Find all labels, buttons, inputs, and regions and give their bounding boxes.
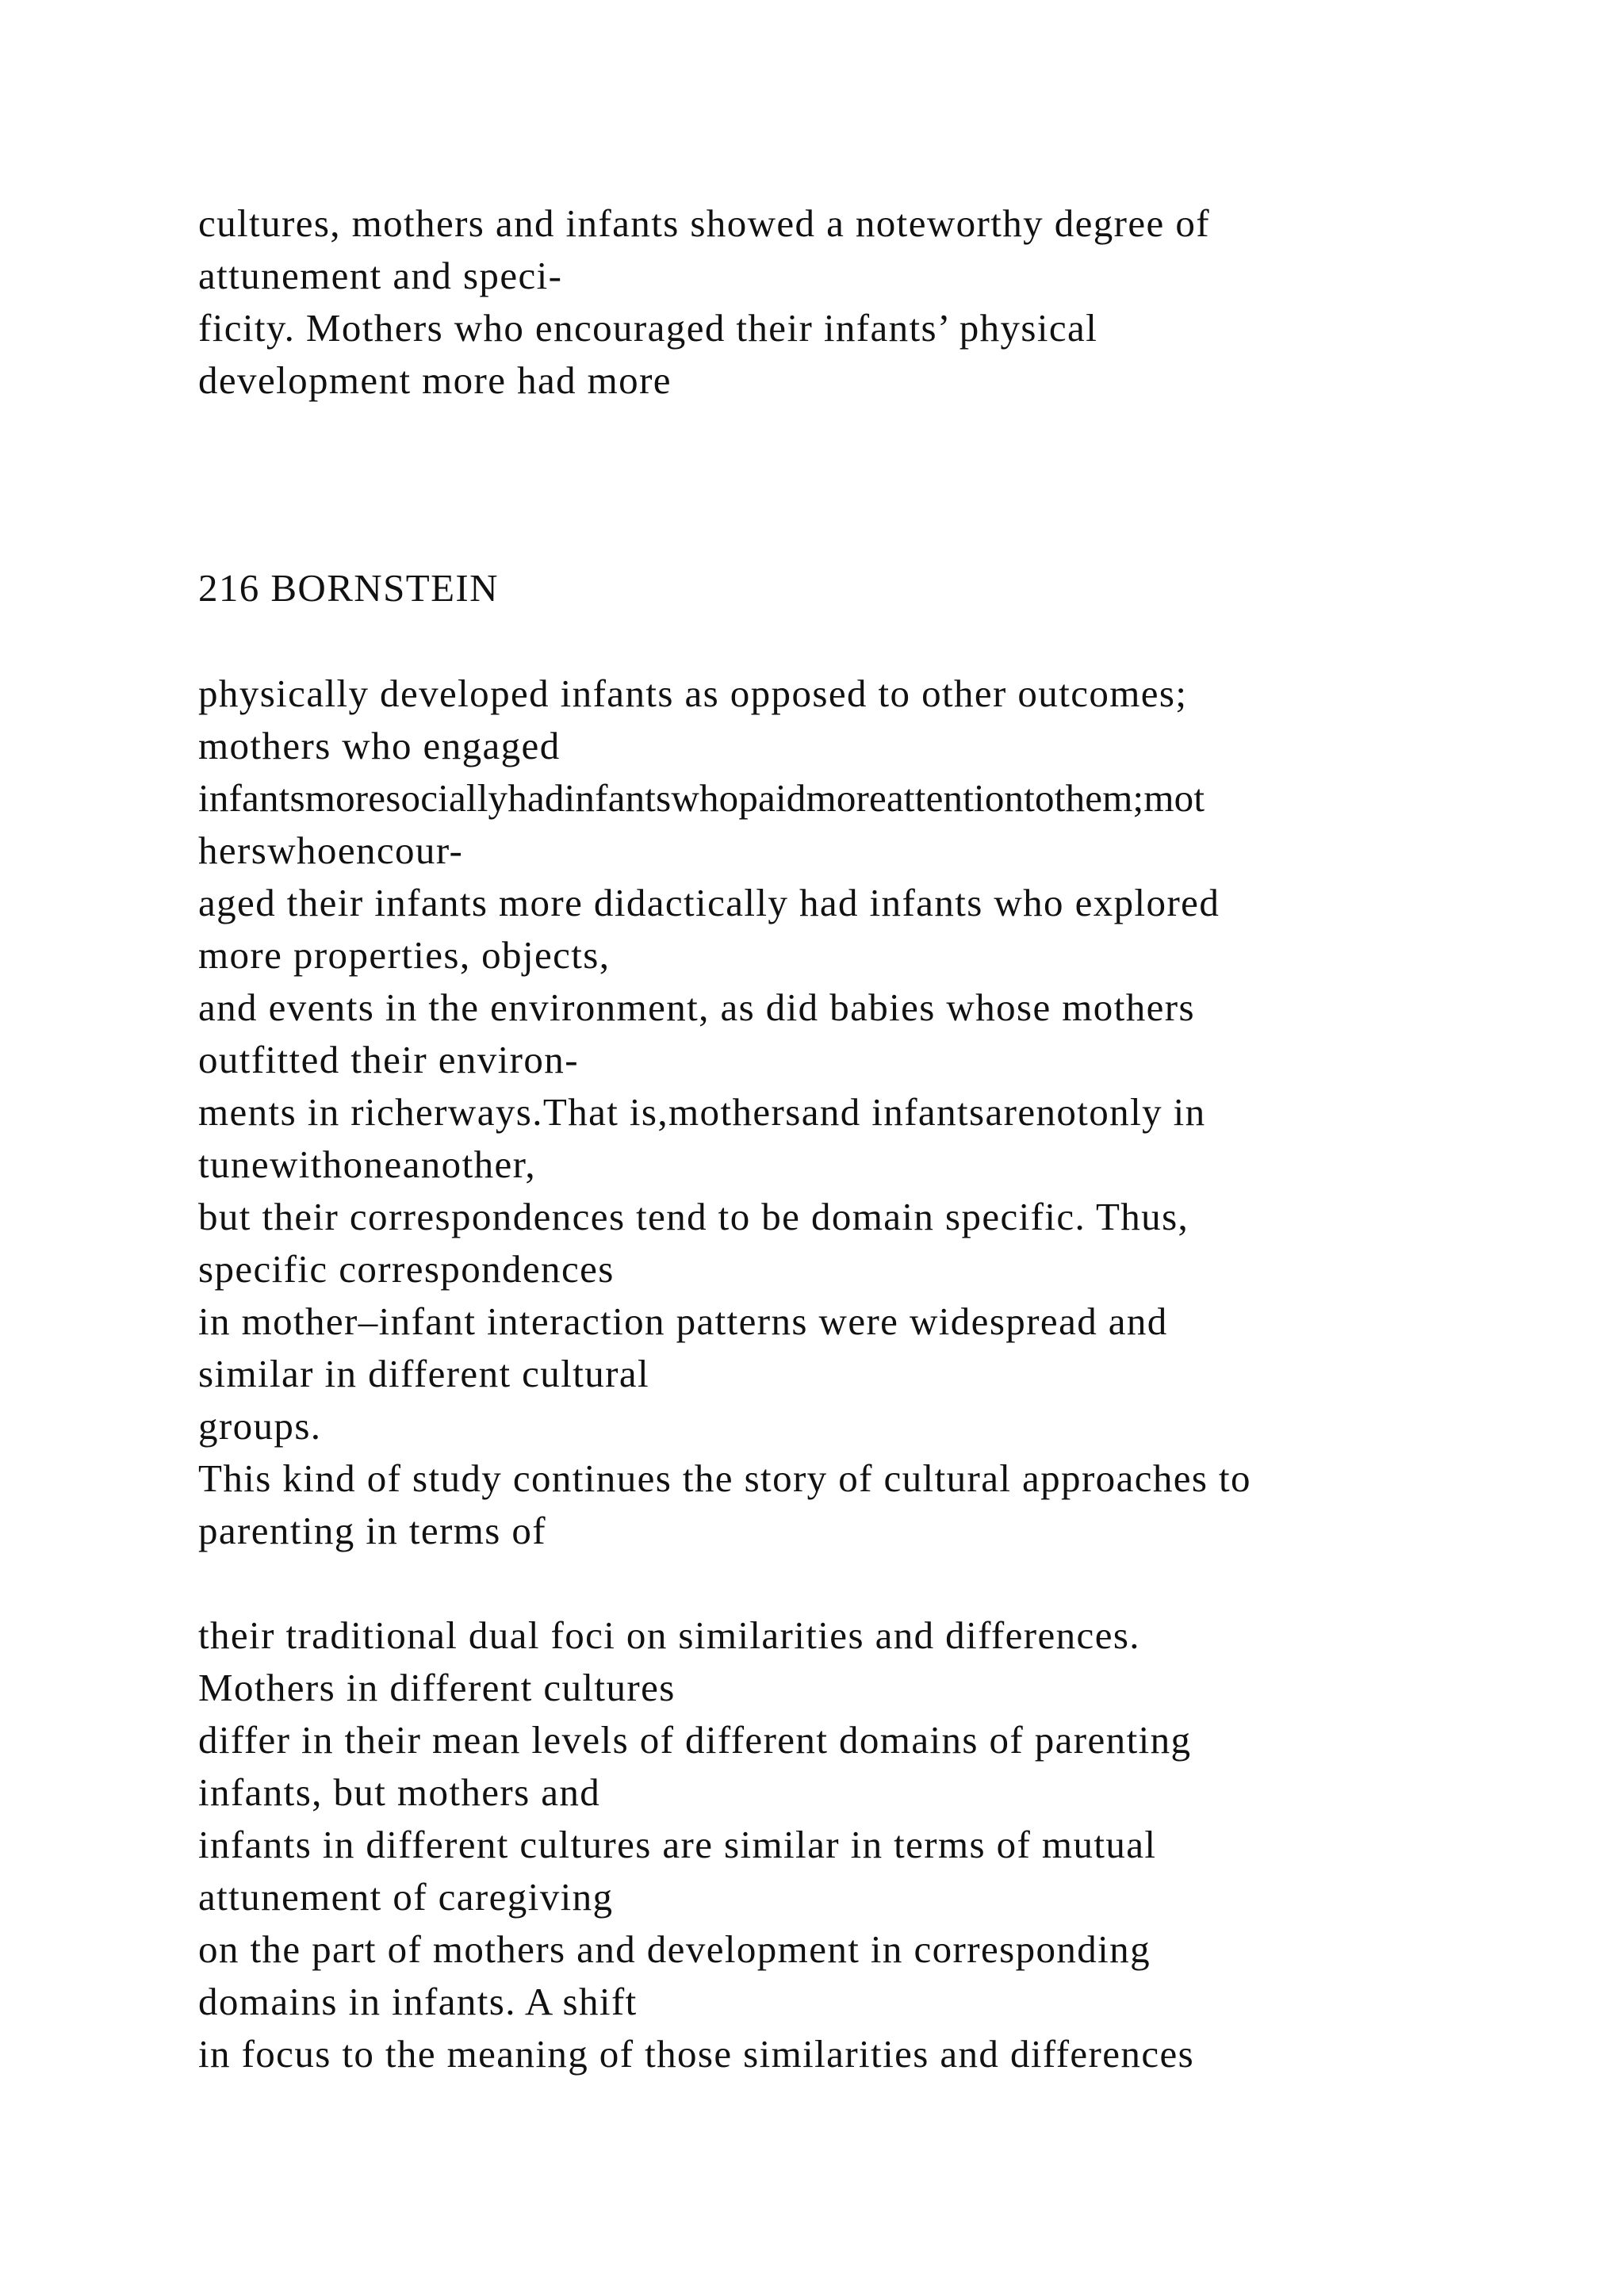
text-line: tunewithoneanother, bbox=[198, 1142, 537, 1186]
text-line: physically developed infants as opposed to other outcomes; bbox=[198, 672, 1188, 715]
text-line: similar in different cultural bbox=[198, 1352, 650, 1395]
text-line: infants, but mothers and bbox=[198, 1770, 601, 1814]
text-line: attunement of caregiving bbox=[198, 1875, 614, 1919]
text-line: parenting in terms of bbox=[198, 1509, 546, 1552]
text-line: on the part of mothers and development in corresponding bbox=[198, 1927, 1151, 1971]
text-line: ficity. Mothers who encouraged their infants’ physical bbox=[198, 306, 1098, 350]
text-line: groups. bbox=[198, 1404, 322, 1448]
text-line: and events in the environment, as did babies whose mothers bbox=[198, 985, 1195, 1029]
text-line: outfitted their environ- bbox=[198, 1038, 579, 1081]
text-line: more properties, objects, bbox=[198, 933, 611, 977]
text-line: attunement and speci- bbox=[198, 254, 563, 297]
text-line: specific correspondences bbox=[198, 1247, 615, 1291]
text-line: aged their infants more didactically had infants who explored bbox=[198, 881, 1220, 924]
text-line: but their correspondences tend to be domain specific. Thus, bbox=[198, 1195, 1189, 1238]
text-line: their traditional dual foci on similarities and differences. bbox=[198, 1613, 1140, 1657]
text-line: domains in infants. A shift bbox=[198, 1980, 638, 2023]
text-line: Mothers in different cultures bbox=[198, 1666, 676, 1709]
text-line: mothers who engaged bbox=[198, 724, 561, 767]
text-line: in mother–infant interaction patterns were widespread and bbox=[198, 1299, 1168, 1343]
text-line: ments in richerways.That is,mothersand infantsarenotonly in bbox=[198, 1090, 1206, 1134]
text-line: development more had more bbox=[198, 358, 672, 402]
text-line: infantsmoresociallyhadinfantswhopaidmoreattentiontothem;mot bbox=[198, 776, 1205, 820]
text-line: in focus to the meaning of those similarities and differences bbox=[198, 2032, 1195, 2076]
text-line: differ in their mean levels of different domains of parenting bbox=[198, 1718, 1192, 1762]
text-line: cultures, mothers and infants showed a noteworthy degree of bbox=[198, 201, 1210, 245]
text-line: This kind of study continues the story of cultural approaches to bbox=[198, 1456, 1251, 1500]
running-header: 216 BORNSTEIN bbox=[198, 566, 499, 610]
text-line: herswhoencour- bbox=[198, 828, 464, 872]
text-line: infants in different cultures are similar in terms of mutual bbox=[198, 1823, 1157, 1866]
